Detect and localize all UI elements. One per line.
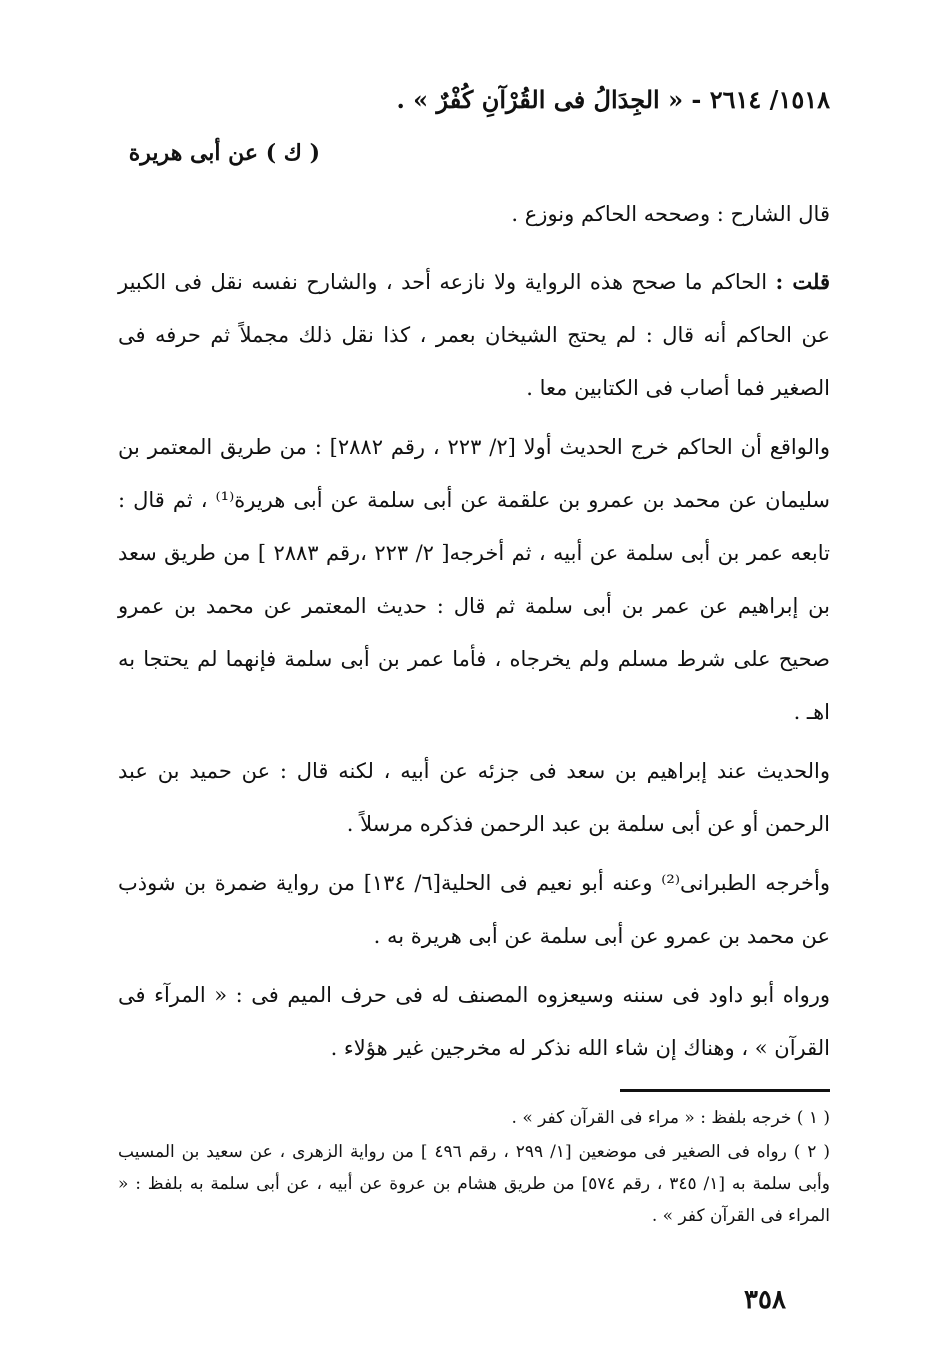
page-content: [118, 70, 830, 1232]
paragraph-text: وأخرجه الطبرانى⁽²⁾ وعنه أبو نعيم فى الحلية[٦/ ١٣٤] من رواية ضمرة بن شوذب عن محمد بن عمرو عن أبى سلمة عن أبى هريرة به .: [118, 871, 830, 948]
paragraph-abu-dawud: [118, 969, 830, 1075]
paragraph-ibrahim: [118, 745, 830, 851]
paragraph-text: الحاكم ما صحح هذه الرواية ولا نازعه أحد ، والشارح نفسه نقل فى الكبير عن الحاكم أنه قال : لم يحتج الشيخان بعمر ، كذا نقل ذلك مجملاً ثم حرفه فى الصغير فما أصاب فى الكتابين معا .: [118, 270, 830, 400]
paragraph-lead: قلت :: [775, 269, 830, 294]
page-number: ٣٥٨: [744, 1285, 786, 1315]
footnote-1: ( ١ ) خرجه بلفظ : « مراء فى القرآن كفر » .: [511, 1108, 830, 1128]
hadith-source: ( ك ) عن أبى هريرة: [128, 140, 320, 166]
paragraph-text: قال الشارح : وصححه الحاكم ونوزع .: [511, 202, 830, 226]
paragraph-text: ورواه أبو داود فى سننه وسيعزوه المصنف له فى حرف الميم فى : « المرآء فى القرآن » ، وهناك إن شاء الله نذكر له مخرجين غير هؤلاء .: [118, 983, 830, 1060]
paragraph-text: والحديث عند إبراهيم بن سعد فى جزئه عن أبيه ، لكنه قال : عن حميد بن عبد الرحمن أو عن أبى سلمة بن عبد الرحمن فذكره مرسلاً .: [118, 759, 830, 836]
footnote-divider: [620, 1089, 830, 1092]
paragraph-tabarani: [118, 857, 830, 963]
paragraph-hakim: [118, 421, 830, 739]
footnote-2: ( ٢ ) رواه فى الصغير فى موضعين [١/ ٢٩٩ ، رقم ٤٩٦ ] من رواية الزهرى ، عن سعيد بن المسيب وأبى سلمة به [١/ ٣٤٥ ، رقم ٥٧٤] من طريق هشام بن عروة عن أبيه ، عن أبى سلمة به بلفظ : « المراء فى القرآن كفر » .: [118, 1142, 830, 1226]
paragraph-text: والواقع أن الحاكم خرج الحديث أولا [٢/ ٢٢٣ ، رقم ٢٨٨٢] : من طريق المعتمر بن سليمان عن محمد بن عمرو بن علقمة عن أبى سلمة عن أبى هريرة⁽¹⁾ ، ثم قال : تابعه عمر بن أبى سلمة عن أبيه ، ثم أخرجه[ ٢/ ٢٢٣ ،رقم ٢٨٨٣ ] من طريق سعد بن إبراهيم عن عمر بن أبى سلمة ثم قال : حديث المعتمر عن محمد بن عمرو صحيح على شرط مسلم ولم يخرجاه ، فأما عمر بن أبى سلمة فإنهما لم يحتجا به اهـ .: [118, 435, 830, 724]
paragraph-commentator: [118, 188, 830, 241]
hadith-heading: ١٥١٨/ ٢٦١٤ - « الجِدَالُ فى القُرْآنِ كُفْرٌ » .: [396, 85, 830, 114]
paragraph-qultu: [118, 255, 830, 415]
